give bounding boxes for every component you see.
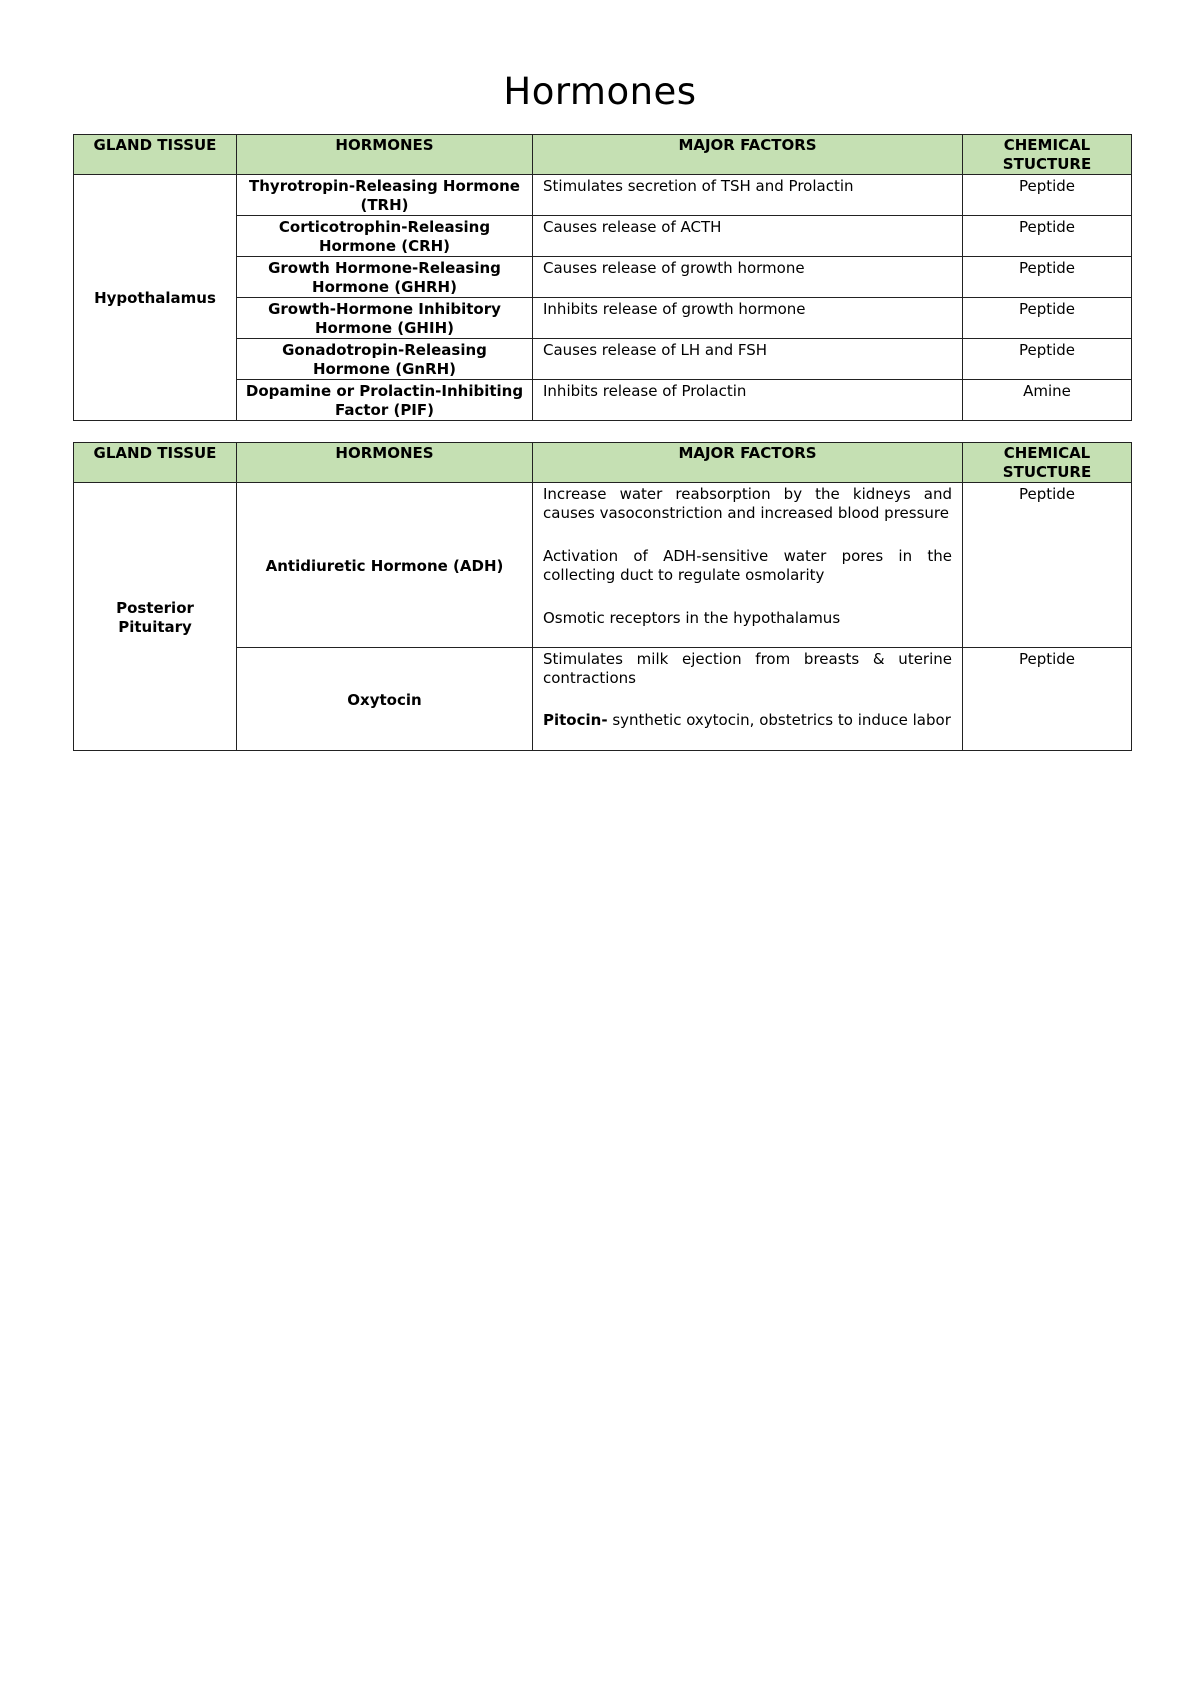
chemical-structure: Peptide (963, 216, 1132, 257)
major-factor: Causes release of LH and FSH (533, 339, 963, 380)
major-factor: Causes release of ACTH (533, 216, 963, 257)
factor-text: Activation of ADH-sensitive water pores in the collecting duct to regulate osmolarity (543, 547, 952, 584)
major-factor: Inhibits release of Prolactin (533, 380, 963, 421)
hormone-name: Thyrotropin-Releasing Hormone (TRH) (237, 175, 533, 216)
major-factor: Inhibits release of growth hormone (533, 298, 963, 339)
header-major-factors: MAJOR FACTORS (533, 135, 963, 175)
chemical-structure: Peptide (963, 257, 1132, 298)
factor-text: Increase water reabsorption by the kidneys and causes vasoconstriction and increased blood pressure (543, 485, 952, 522)
page-title: Hormones (503, 70, 697, 113)
table-header-row (74, 135, 1132, 175)
chemical-structure: Peptide (963, 298, 1132, 339)
header-chemical-structure: CHEMICAL STUCTURE (963, 135, 1132, 175)
major-factor: Stimulates secretion of TSH and Prolactin (533, 175, 963, 216)
chemical-structure: Peptide (963, 483, 1132, 648)
gland-name: Posterior Pituitary (74, 483, 237, 751)
posterior-pituitary-hormone-table (73, 442, 1132, 751)
factor-note (543, 711, 952, 730)
header-hormones: HORMONES (237, 443, 533, 483)
hormone-name: Corticotrophin-Releasing Hormone (CRH) (237, 216, 533, 257)
factor-text: Osmotic receptors in the hypothalamus (543, 609, 841, 627)
chemical-structure: Peptide (963, 339, 1132, 380)
hormone-name: Dopamine or Prolactin-Inhibiting Factor (PIF) (237, 380, 533, 421)
hormone-name: Growth-Hormone Inhibitory Hormone (GHIH) (237, 298, 533, 339)
major-factor (533, 648, 963, 751)
header-gland-tissue: GLAND TISSUE (74, 135, 237, 175)
hypothalamus-hormone-table (73, 134, 1132, 421)
chemical-structure: Amine (963, 380, 1132, 421)
table-row (74, 175, 1132, 216)
factor-note-bold: Pitocin- (543, 711, 608, 729)
major-factor: Causes release of growth hormone (533, 257, 963, 298)
factor-text: Stimulates milk ejection from breasts & uterine contractions (543, 650, 952, 687)
table-row (74, 483, 1132, 648)
major-factor (533, 483, 963, 648)
chemical-structure: Peptide (963, 648, 1132, 751)
chemical-structure: Peptide (963, 175, 1132, 216)
factor-note-text: synthetic oxytocin, obstetrics to induce labor (607, 711, 951, 729)
gland-name: Hypothalamus (74, 175, 237, 421)
hormone-name: Gonadotropin-Releasing Hormone (GnRH) (237, 339, 533, 380)
header-hormones: HORMONES (237, 135, 533, 175)
hormone-name: Antidiuretic Hormone (ADH) (237, 483, 533, 648)
header-gland-tissue: GLAND TISSUE (74, 443, 237, 483)
hormone-name: Growth Hormone-Releasing Hormone (GHRH) (237, 257, 533, 298)
hormone-name: Oxytocin (237, 648, 533, 751)
header-chemical-structure: CHEMICAL STUCTURE (963, 443, 1132, 483)
header-major-factors: MAJOR FACTORS (533, 443, 963, 483)
table-header-row (74, 443, 1132, 483)
